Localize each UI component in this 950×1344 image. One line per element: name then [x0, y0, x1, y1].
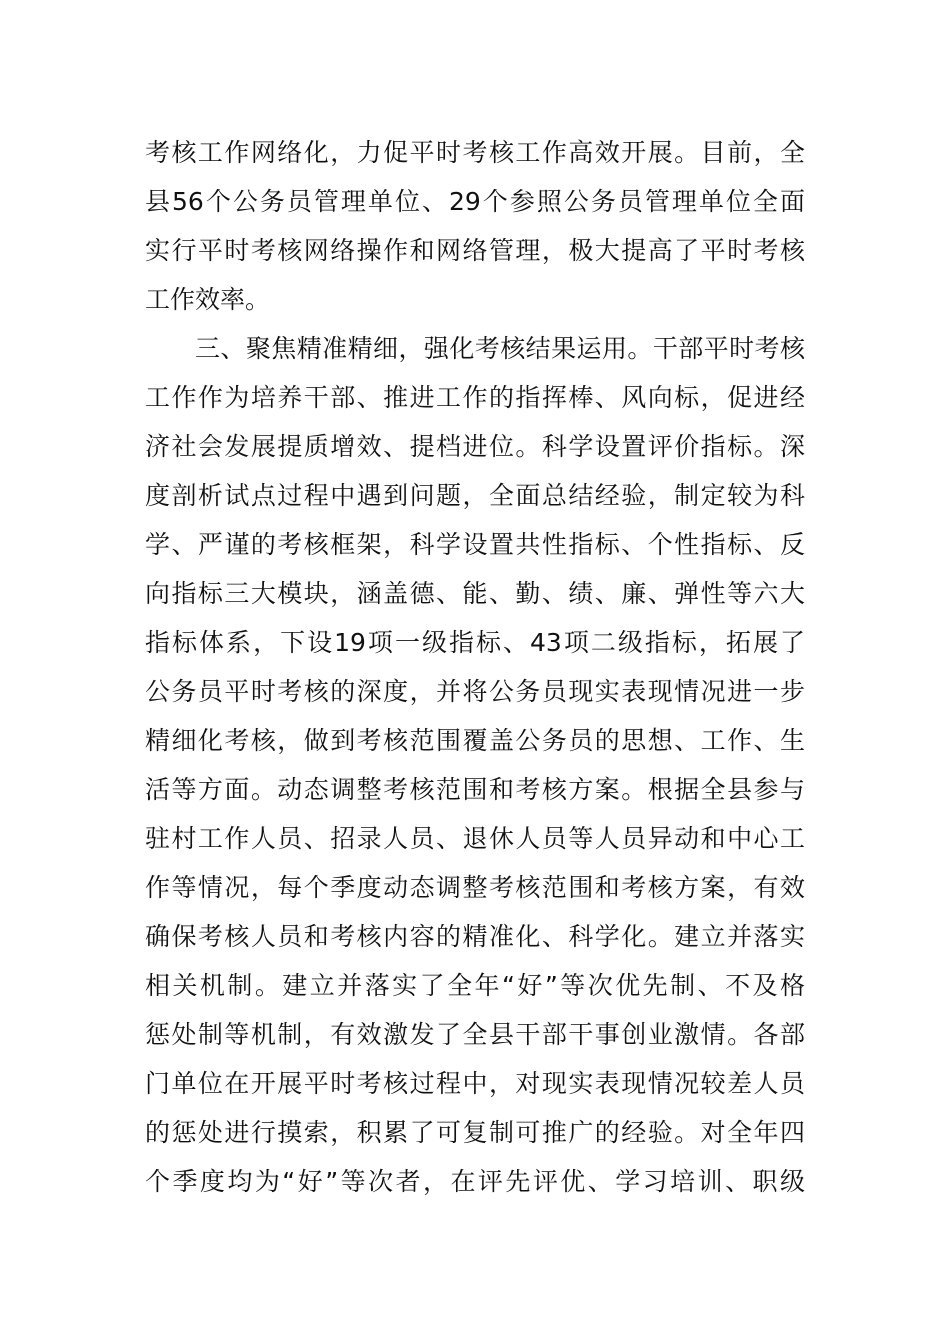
text-line: 向指标三大模块，涵盖德、能、勤、绩、廉、弹性等六大 [145, 579, 805, 608]
text-line: 惩处制等机制，有效激发了全县干部干事创业激情。各部 [145, 1020, 805, 1049]
text-line: 考核工作网络化，力促平时考核工作高效开展。目前，全 [145, 138, 805, 167]
text-line: 度剖析试点过程中遇到问题，全面总结经验，制定较为科 [145, 481, 805, 510]
text-line: 工作效率。 [145, 285, 271, 314]
text-line: 公务员平时考核的深度，并将公务员现实表现情况进一步 [145, 677, 805, 706]
text-line: 精细化考核，做到考核范围覆盖公务员的思想、工作、生 [145, 726, 805, 755]
text-line: 指标体系，下设19项一级指标、43项二级指标，拓展了 [145, 628, 805, 657]
section-heading-line: 三、聚焦精准精细，强化考核结果运用。干部平时考核 [195, 334, 805, 363]
text-line: 门单位在开展平时考核过程中，对现实表现情况较差人员 [145, 1069, 805, 1098]
text-line: 实行平时考核网络操作和网络管理，极大提高了平时考核 [145, 236, 805, 265]
text-line: 的惩处进行摸索，积累了可复制可推广的经验。对全年四 [145, 1118, 805, 1147]
text-line: 相关机制。建立并落实了全年“好”等次优先制、不及格 [145, 971, 805, 1000]
text-line: 县56个公务员管理单位、29个参照公务员管理单位全面 [145, 187, 805, 216]
text-line: 济社会发展提质增效、提档进位。科学设置评价指标。深 [145, 432, 805, 461]
text-line: 个季度均为“好”等次者，在评先评优、学习培训、职级 [145, 1167, 805, 1196]
text-line: 学、严谨的考核框架，科学设置共性指标、个性指标、反 [145, 530, 805, 559]
text-line: 确保考核人员和考核内容的精准化、科学化。建立并落实 [145, 922, 805, 951]
text-line: 作等情况，每个季度动态调整考核范围和考核方案，有效 [145, 873, 805, 902]
text-line: 活等方面。动态调整考核范围和考核方案。根据全县参与 [145, 775, 805, 804]
text-line: 驻村工作人员、招录人员、退休人员等人员异动和中心工 [145, 824, 805, 853]
text-line: 工作作为培养干部、推进工作的指挥棒、风向标，促进经 [145, 383, 805, 412]
